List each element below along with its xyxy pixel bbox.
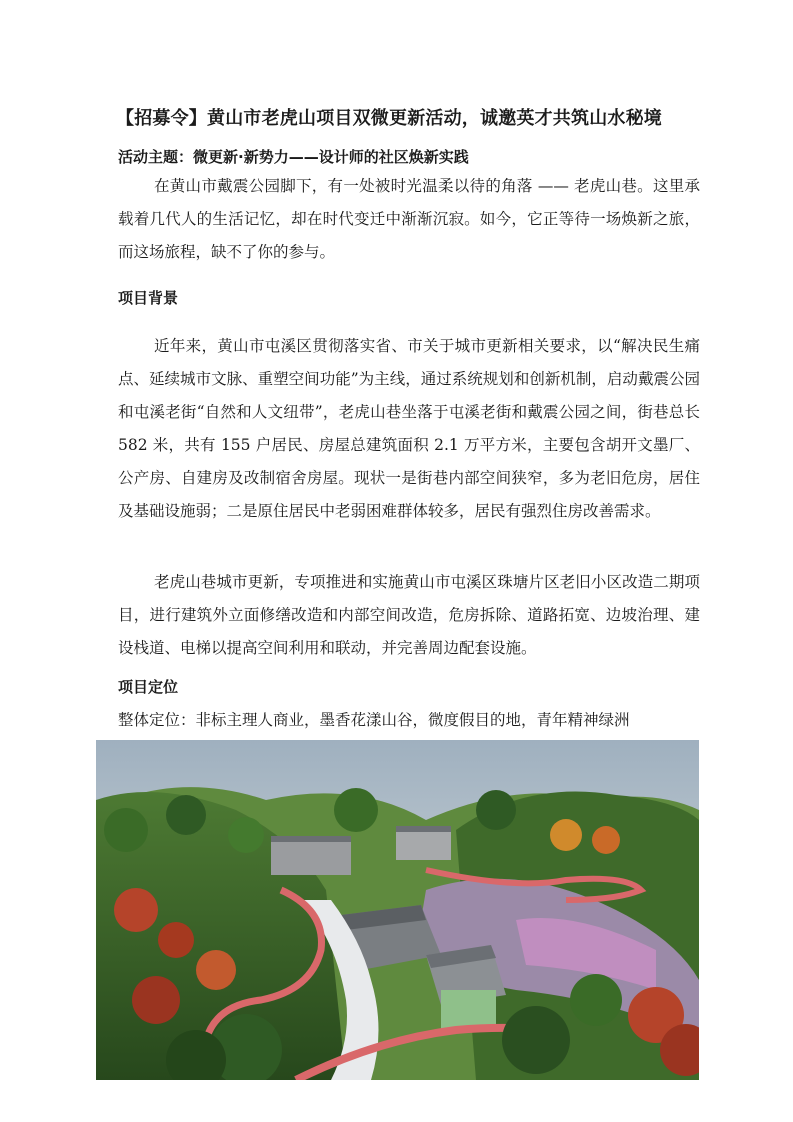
background-paragraph-2: 老虎山巷城市更新，专项推进和实施黄山市屯溪区珠塘片区老旧小区改造二期项目，进行建筑外立面修缮改造和内部空间改造，危房拆除、道路拓宽、边坡治理、建设栈道、电梯以提高空间利用和联动，并完善周边配套设施。 (118, 573, 700, 657)
section-heading-background: 项目背景 (118, 289, 179, 307)
positioning-statement: 整体定位：非标主理人商业，墨香花漾山谷，微度假目的地，青年精神绿洲 (118, 711, 630, 729)
valley-rendering-illustration (96, 740, 699, 1080)
intro-paragraph: 在黄山市戴震公园脚下，有一处被时光温柔以待的角落 —— 老虎山巷。这里承载着几代人的生活记忆，却在时代变迁中渐渐沉寂。如今，它正等待一场焕新之旅，而这场旅程，缺不了你的参与。 (118, 177, 700, 261)
document-title: 【招募令】黄山市老虎山项目双微更新活动，诚邀英才共筑山水秘境 (116, 108, 662, 129)
project-rendering-image (96, 740, 699, 1080)
section-heading-positioning: 项目定位 (118, 678, 179, 696)
background-paragraph-1: 近年来，黄山市屯溪区贯彻落实省、市关于城市更新相关要求，以“解决民生痛点、延续城市文脉、重塑空间功能”为主线，通过系统规划和创新机制，启动戴震公园和屯溪老街“自然和人文纽带”，老虎山巷坐落于屯溪老街和戴震公园之间，街巷总长 582 米，共有 155 户居民、房屋总建筑面积 2.1 万平方米，主要包含胡开文墨厂、公产房、自建房及改制宿舍房屋。现状一是街巷内部空间狭窄，多为老旧危房，居住及基础设施弱；二是原住居民中老弱困难群体较多，居民有强烈住房改善需求。 (118, 337, 700, 520)
activity-theme: 活动主题：微更新·新势力——设计师的社区焕新实践 (118, 148, 469, 166)
